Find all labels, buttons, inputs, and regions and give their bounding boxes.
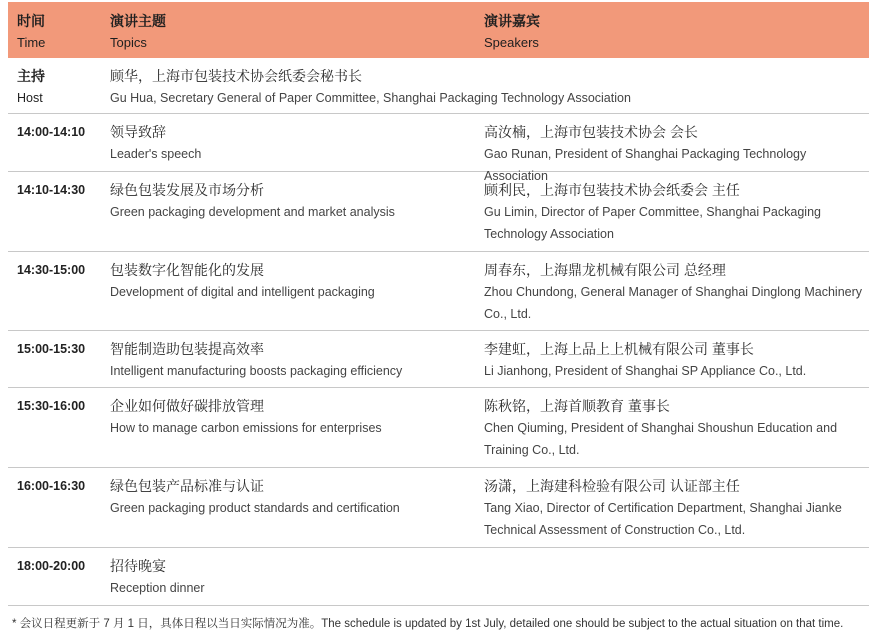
- session-time: 15:00-15:30: [17, 342, 86, 356]
- speaker-en-line2: Technology Association: [484, 227, 614, 241]
- host-name: [110, 58, 869, 113]
- topic-zh: 企业如何做好碳排放管理: [110, 398, 264, 414]
- speaker-en-line2: Technical Assessment of Construction Co., Ltd.: [484, 523, 746, 537]
- host-name-zh: 顾华，上海市包装技术协会纸委会秘书长: [110, 68, 362, 84]
- topic-en: Intelligent manufacturing boosts packaging efficiency: [110, 364, 403, 378]
- header-speakers-en: Speakers: [484, 35, 539, 50]
- header-time-en: Time: [17, 35, 46, 50]
- table-row: [8, 388, 869, 468]
- topic-zh: 包装数字化智能化的发展: [110, 262, 264, 278]
- speaker-zh: 李建虹，上海上品上上机械有限公司 董事长: [484, 341, 754, 357]
- speaker-en-line2: Training Co., Ltd.: [484, 443, 580, 457]
- speaker-en-line2: Co., Ltd.: [484, 307, 532, 321]
- speaker-zh: 陈秋铭，上海首顺教育 董事长: [484, 398, 670, 414]
- topic-zh: 绿色包装产品标准与认证: [110, 478, 264, 494]
- header-time: [8, 2, 110, 58]
- speaker-en: Gao Runan, President of Shanghai Packaging Technology Association: [484, 147, 807, 183]
- topic-en: Reception dinner: [110, 581, 205, 595]
- session-time: 14:00-14:10: [17, 125, 86, 139]
- speaker-en: Li Jianhong, President of Shanghai SP Appliance Co., Ltd.: [484, 364, 807, 378]
- table-row: [8, 468, 869, 548]
- topic-zh: 智能制造助包装提高效率: [110, 341, 264, 357]
- topic-en: Leader's speech: [110, 147, 202, 161]
- speaker-zh: 周春东，上海鼎龙机械有限公司 总经理: [484, 262, 726, 278]
- session-time: 15:30-16:00: [17, 399, 86, 413]
- header-topics-en: Topics: [110, 35, 147, 50]
- host-name-en: Gu Hua, Secretary General of Paper Committee, Shanghai Packaging Technology Association: [110, 91, 631, 105]
- table-row: [8, 252, 869, 331]
- table-header: [8, 2, 869, 58]
- session-time: 18:00-20:00: [17, 559, 86, 573]
- speaker-en: Gu Limin, Director of Paper Committee, Shanghai Packaging: [484, 205, 821, 219]
- host-label-en: Host: [17, 91, 43, 105]
- topic-en: Green packaging product standards and certification: [110, 501, 400, 515]
- header-speakers-zh: 演讲嘉宾: [484, 13, 540, 29]
- speaker-zh: 汤潇，上海建科检验有限公司 认证部主任: [484, 478, 740, 494]
- table-row: [8, 172, 869, 252]
- header-time-zh: 时间: [17, 13, 45, 29]
- table-row: [8, 114, 869, 183]
- topic-zh: 绿色包装发展及市场分析: [110, 182, 264, 198]
- schedule-table: [8, 2, 869, 606]
- topic-en: Green packaging development and market analysis: [110, 205, 395, 219]
- speaker-en: Chen Qiuming, President of Shanghai Shoushun Education and: [484, 421, 838, 435]
- header-speakers: [484, 2, 869, 58]
- topic-zh: 招待晚宴: [110, 558, 166, 574]
- topic-zh: 领导致辞: [110, 124, 166, 140]
- table-row: [8, 548, 869, 606]
- session-time: 16:00-16:30: [17, 479, 86, 493]
- speaker-zh: 高汝楠，上海市包装技术协会 会长: [484, 124, 698, 140]
- host-row: [8, 58, 869, 114]
- topic-en: Development of digital and intelligent packaging: [110, 285, 375, 299]
- speaker-en: Zhou Chundong, General Manager of Shanghai Dinglong Machinery: [484, 285, 863, 299]
- speaker-en: Tang Xiao, Director of Certification Department, Shanghai Jianke: [484, 501, 842, 515]
- host-label: [8, 58, 110, 113]
- header-topics: [110, 2, 484, 58]
- table-row: [8, 331, 869, 388]
- header-topics-zh: 演讲主题: [110, 13, 166, 29]
- session-time: 14:30-15:00: [17, 263, 86, 277]
- topic-en: How to manage carbon emissions for enterprises: [110, 421, 382, 435]
- session-time: 14:10-14:30: [17, 183, 86, 197]
- speaker-zh: 顾利民，上海市包装技术协会纸委会 主任: [484, 182, 740, 198]
- host-label-zh: 主持: [17, 68, 45, 84]
- footnote: * 会议日程更新于 7 月 1 日，具体日程以当日实际情况为准。The schedule is updated by 1st July, detailed one should be subject to the actual situation on that time.: [12, 618, 844, 630]
